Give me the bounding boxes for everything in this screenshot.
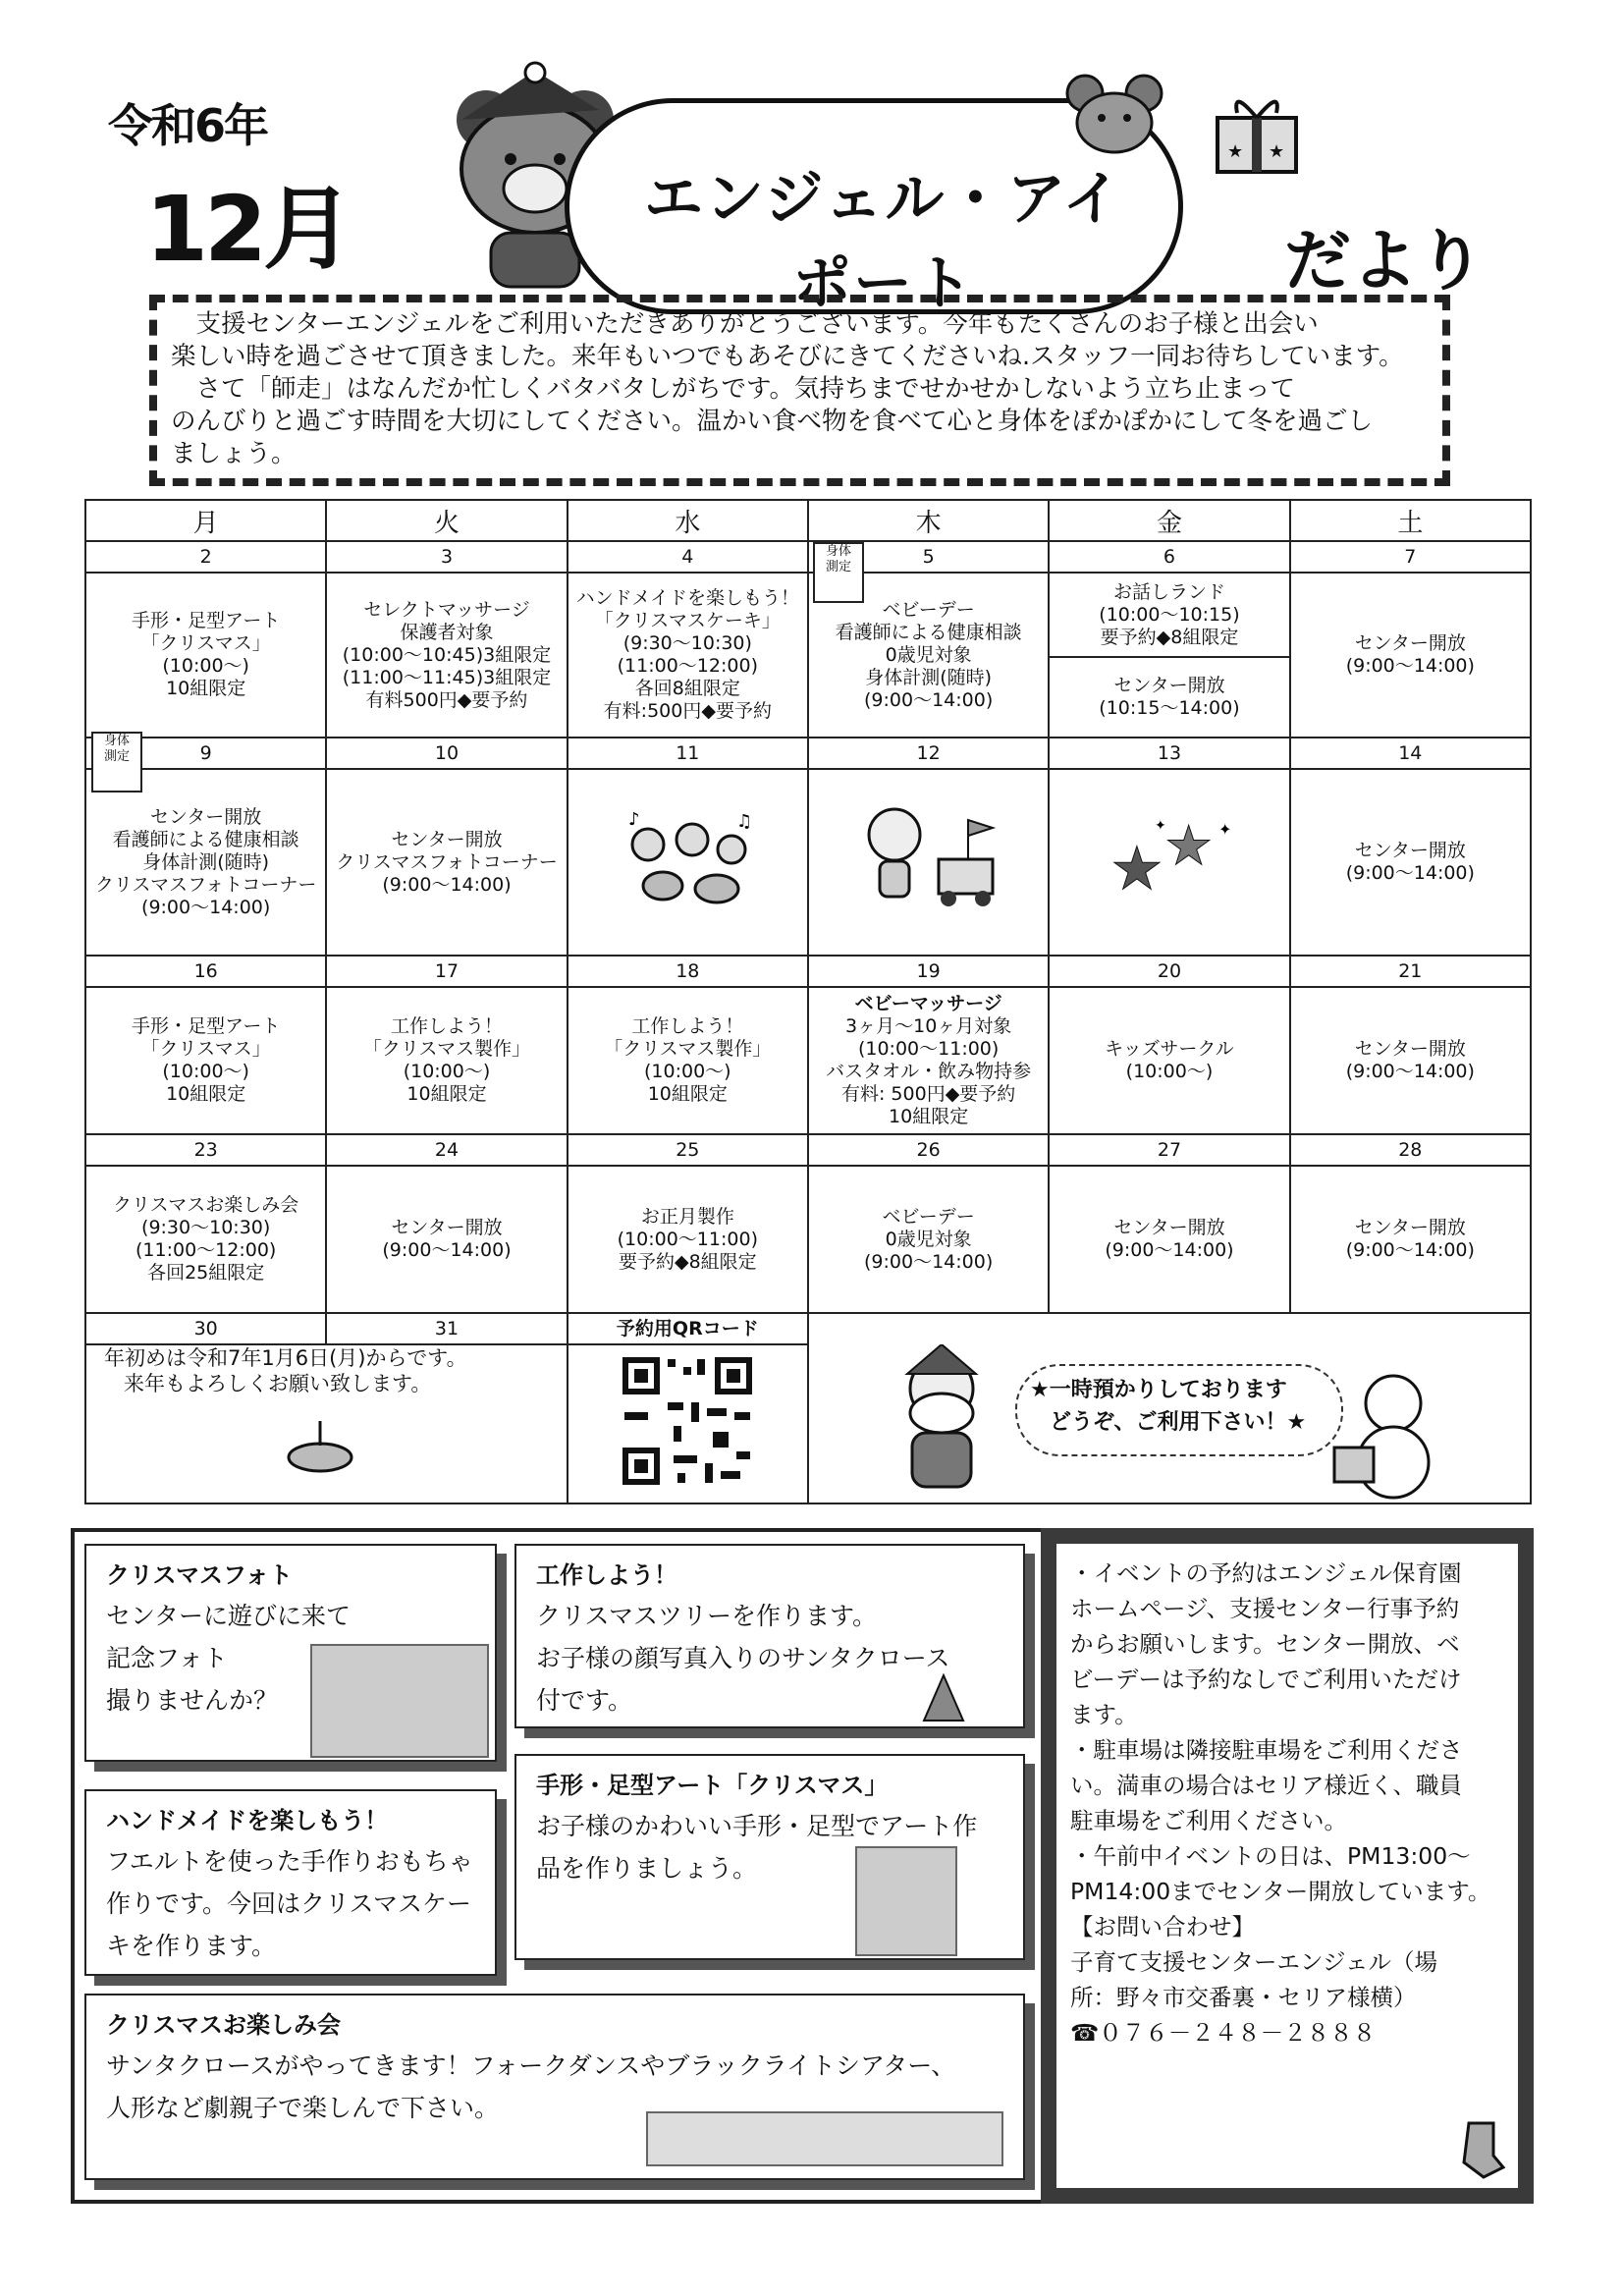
childcare-line-1: ★一時預かりしております [1029,1378,1287,1402]
event-cell [1049,987,1289,1134]
date-number: 21 [1290,956,1531,987]
event-line: (10:00～) [644,1061,731,1082]
weekday-header-row [85,500,1531,541]
svg-text:★: ★ [1163,814,1214,877]
date-number: 13 [1049,738,1289,769]
info-line: ・駐車場は隣接駐車場をご利用くださ [1070,1736,1463,1764]
event-line: (9:00～14:00) [382,1239,512,1261]
event-line: (11:00～11:45)3組限定 [342,666,552,688]
weekday-sat: 土 [1290,500,1531,541]
handmade-box [84,1789,497,1976]
svg-text:✦: ✦ [1217,820,1232,839]
newsletter-title: エンジェル・アイポート [644,165,1123,318]
event-line: 10組限定 [166,1083,246,1105]
event-cell [326,769,567,956]
handprint-art-image [855,1846,957,1956]
musicians-illustration [619,805,756,913]
event-cell [1290,987,1531,1134]
box-line: センターに遊びに来て [106,1602,352,1630]
event-cell [568,987,808,1134]
event-line: クリスマスお楽しみ会 [113,1194,299,1216]
event-line: クリスマスフォトコーナー [336,850,558,873]
info-line: からお願いします。センター開放、ベ [1070,1630,1460,1658]
christmas-stocking-icon [1449,2118,1508,2182]
event-line: ベビーデー [882,1205,975,1228]
event-line: 10組限定 [166,678,246,699]
event-line: (9:00～14:00) [141,896,271,918]
svg-text:★: ★ [1227,141,1244,162]
event-line: 「クリスマス製作」 [604,1038,772,1060]
date-number: 27 [1049,1134,1289,1166]
event-cell [808,1166,1049,1313]
box-line: 品を作りましょう。 [536,1854,758,1883]
santa-illustration [878,1344,1005,1502]
event-line: ベビーデー [882,598,975,621]
date-number: 31 [326,1313,567,1344]
info-line: い。満車の場合はセリア様近く、職員 [1070,1772,1463,1799]
stamp-text: 身体 [103,734,130,748]
event-line: 0歳児対象 [885,1228,972,1250]
event-line: ベビーマッサージ [854,993,1002,1014]
event-line: 保護者対象 [400,621,494,643]
event-line: 手形・足型アート [131,1015,281,1037]
svg-text:♫: ♫ [736,811,753,832]
event-cell-top [1050,574,1288,658]
childcare-notice-cell [808,1313,1531,1503]
event-cell [1049,573,1289,738]
event-row [85,573,1531,738]
event-line: (9:00～14:00) [1105,1239,1234,1261]
date-number: 10 [326,738,567,769]
box-line: お子様のかわいい手形・足型でアート作 [536,1812,978,1840]
date-number: 30 [85,1313,326,1344]
info-line: 所：野々市交番裏・セリア様横） [1070,1984,1417,2011]
info-line: 【お問い合わせ】 [1070,1913,1255,1941]
info-phone: ☎０７６－２４８－２８８８ [1070,2019,1377,2047]
box-line: 作りです。今回はクリスマスケー [106,1889,472,1918]
date-number: 4 [568,541,808,573]
event-line: 10組限定 [889,1106,969,1127]
event-line: 有料500円◆要予約 [365,688,528,711]
event-line: 10組限定 [406,1083,487,1105]
date-row [85,1134,1531,1166]
event-cell [85,573,326,738]
event-line: 看護師による健康相談 [112,828,299,850]
event-line: 手形・足型アート [131,610,281,631]
event-line: 身体計測(随時) [865,666,993,688]
event-line: (10:00～11:00) [617,1228,758,1250]
intro-line: ましょう。 [171,439,297,468]
intro-message [149,295,1450,486]
event-line: 有料: 500円◆要予約 [840,1083,1016,1105]
weekday-mon: 月 [85,500,326,541]
year-end-note-cell [85,1344,568,1503]
event-line: (9:00～14:00) [1345,655,1475,677]
event-line: 0歳児対象 [885,643,972,666]
date-number: 11 [568,738,808,769]
body-measurement-stamp [813,542,864,603]
event-line: (10:00～) [403,1061,491,1082]
event-line: (9:00～14:00) [382,873,512,896]
gift-box-icon [1208,83,1306,182]
weekday-tue: 火 [326,500,567,541]
box-line: 付です。 [536,1686,633,1715]
photo-corner-image [310,1644,489,1758]
date-number: 12 [808,738,1049,769]
craft-box [514,1544,1025,1728]
event-cell [1290,769,1531,956]
svg-text:★: ★ [1269,141,1285,162]
event-cell [1290,1166,1531,1313]
event-line: (9:00～14:00) [1345,862,1475,884]
event-line: (9:00～14:00) [1345,1239,1475,1261]
event-line: バスタオル・飲み物持参 [826,1061,1032,1082]
box-title: クリスマスフォト [106,1561,293,1589]
intro-line: のんびりと過ごす時間を大切にしてください。温かい食べ物を食べて心と身体をぽかぽかにして冬を過ごし [171,407,1374,436]
event-line: 看護師による健康相談 [835,621,1022,643]
event-row [85,987,1531,1134]
box-title: ハンドメイドを楽しもう！ [106,1807,389,1834]
stamp-text: 身体 [825,544,851,559]
info-line: ・午前中イベントの日は、PM13:00～ [1070,1842,1471,1870]
event-line: センター開放 [150,805,262,828]
info-line: 子育て支援センターエンジェル（場 [1070,1948,1438,1976]
weekday-wed: 水 [568,500,808,541]
info-line: ホームページ、支援センター行事予約 [1070,1595,1460,1622]
event-cell [85,769,326,956]
event-line: 「クリスマス製作」 [362,1038,531,1060]
event-line: (9:00～14:00) [864,688,994,711]
event-line: 「クリスマスケーキ」 [594,610,781,631]
intro-line: さて「師走」はなんだか忙しくバタバタしがちです。気持ちまでせかせかしないよう立ち止まって [171,374,1295,404]
event-row [85,769,1531,956]
event-line: 有料:500円◆要予約 [603,700,772,722]
stamp-text: 測定 [103,749,130,764]
event-cell [568,769,808,956]
date-row [85,738,1531,769]
date-number: 5 [808,541,1049,573]
info-line: PM14:00までセンター開放しています。 [1070,1878,1491,1905]
date-number: 19 [808,956,1049,987]
box-line: 人形など劇親子で楽しんで下さい。 [106,2094,500,2122]
date-row [85,956,1531,987]
info-line: ・イベントの予約はエンジェル保育園 [1070,1559,1462,1587]
event-line: センター開放 [1113,1217,1225,1238]
month-label: 12月 [145,177,351,282]
event-line: センター開放 [1354,840,1466,861]
date-number: 28 [1290,1134,1531,1166]
info-line: ます。 [1070,1701,1138,1728]
party-decoration-image [646,2111,1003,2166]
event-line: (10:00～10:15) [1099,603,1240,626]
event-line: (9:30～10:30) [622,632,752,654]
date-number: 26 [808,1134,1049,1166]
christmas-photo-box [84,1544,497,1762]
event-line: キッズサークル [1105,1038,1234,1060]
childcare-line-2: どうぞ、ご利用下さい！★ [1049,1410,1307,1435]
info-text [1056,1544,1518,2050]
event-calendar [84,499,1532,1504]
dayori-label: だより [1284,223,1486,301]
event-line: クリスマスフォトコーナー [94,873,317,896]
info-line: 駐車場をご利用ください。 [1070,1807,1347,1834]
weekday-fri: 金 [1049,500,1289,541]
event-line: (9:00～14:00) [864,1250,994,1273]
date-row [85,1313,1531,1344]
date-number: 9 [85,738,326,769]
event-line: 身体計測(随時) [142,850,270,873]
date-number: 6 [1049,541,1289,573]
child-with-toy-illustration [850,800,1007,918]
qr-cell [568,1344,808,1503]
weekday-thu: 木 [808,500,1049,541]
date-number: 3 [326,541,567,573]
body-measurement-stamp [91,732,142,793]
christmas-party-box [84,1994,1025,2180]
event-line: セレクトマッサージ [363,598,530,621]
event-cell [326,573,567,738]
new-year-ornament-icon [281,1416,359,1475]
event-line: お話しランド [1112,580,1225,603]
event-line: お正月製作 [640,1205,734,1228]
event-line: (9:00～14:00) [1345,1061,1475,1082]
date-number: 7 [1290,541,1531,573]
box-title: 手形・足型アート「クリスマス」 [536,1772,889,1799]
intro-line: 支援センターエンジェルをご利用いただきありがとうございます。今年もたくさんのお子様と出会い [171,309,1319,339]
info-line: ビーデーは予約なしでご利用いただけ [1070,1666,1462,1693]
event-cell [1049,769,1289,956]
event-line: センター開放 [391,828,503,850]
intro-line: 楽しい時を過ごさせて頂きました。来年もいつでもあそびにきてくださいね.スタッフ一同お待ちしています。 [171,342,1404,371]
box-line: 記念フォト [106,1644,228,1672]
date-number: 23 [85,1134,326,1166]
snowman-illustration [1325,1354,1442,1502]
event-line: 「クリスマス」 [140,1038,271,1060]
event-line: (10:00～11:00) [857,1038,1000,1060]
event-line: センター開放 [1354,632,1466,654]
event-line: 工作しよう！ [631,1015,744,1037]
date-number: 17 [326,956,567,987]
christmas-tree-icon [919,1673,968,1727]
info-panel [1056,1544,1518,2188]
event-cell [1049,1166,1289,1313]
mouse-illustration [1060,69,1168,157]
event-line: 各回8組限定 [634,678,740,699]
event-line: センター開放 [1354,1038,1466,1060]
event-line: (10:00～) [1125,1061,1214,1082]
date-number: 25 [568,1134,808,1166]
event-line: 要予約◆8組限定 [1100,626,1239,648]
event-cell [85,1166,326,1313]
event-row [85,1166,1531,1313]
year-end-note-line: 来年もよろしくお願い致します。 [124,1372,432,1395]
date-number: 20 [1049,956,1289,987]
event-line: センター開放 [1113,675,1225,696]
box-text [106,1840,473,1967]
event-line: (9:30～10:30) [141,1217,271,1238]
event-line: (10:15～14:00) [1099,697,1240,719]
reservation-qr-code[interactable] [619,1353,756,1489]
event-cell [326,1166,567,1313]
event-line: 要予約◆8組限定 [618,1250,757,1273]
svg-text:★: ★ [1109,835,1163,903]
svg-text:♪: ♪ [628,809,640,830]
event-cell-bottom [1050,658,1288,737]
date-number: 14 [1290,738,1531,769]
date-number: 24 [326,1134,567,1166]
event-cell [568,1166,808,1313]
stars-illustration [1101,805,1238,913]
date-row [85,541,1531,573]
box-line: 撮りませんか？ [106,1686,279,1715]
event-line: 工作しよう！ [390,1015,503,1037]
event-line: (10:00～) [162,1061,249,1082]
box-line: お子様の顔写真入りのサンタクロース [536,1644,950,1672]
handprint-art-box [514,1754,1025,1960]
event-line: (10:00～) [162,655,249,677]
box-line: サンタクロースがやってきます！フォークダンスやブラックライトシアター、 [106,2051,956,2080]
event-line: 各回25組限定 [147,1262,265,1284]
event-line: ハンドメイドを楽しもう！ [575,587,800,609]
era-label: 令和6年 [108,99,268,152]
event-cell [808,987,1049,1134]
box-text [536,1595,950,1722]
event-line: センター開放 [1354,1217,1466,1238]
event-cell [568,573,808,738]
event-line: (11:00～12:00) [135,1239,277,1261]
box-title: クリスマスお楽しみ会 [106,2011,342,2039]
event-line: 「クリスマス」 [140,632,271,654]
event-line: 10組限定 [647,1083,728,1105]
date-number: 16 [85,956,326,987]
event-cell [326,987,567,1134]
box-line: クリスマスツリーを作ります。 [536,1602,878,1630]
event-line: (10:00～10:45)3組限定 [342,643,552,666]
event-cell [808,769,1049,956]
event-line: (11:00～12:00) [617,655,758,677]
stamp-text: 測定 [825,560,851,574]
event-line: センター開放 [391,1217,503,1238]
event-cell [85,987,326,1134]
box-line: フエルトを使った手作りおもちゃ [106,1847,473,1876]
box-title: 工作しよう！ [536,1561,677,1589]
date-number: 18 [568,956,808,987]
event-line: 3ヶ月～10ヶ月対象 [845,1015,1012,1037]
date-number: 2 [85,541,326,573]
svg-text:✦: ✦ [1154,818,1166,834]
event-cell [1290,573,1531,738]
year-end-note-line: 年初めは令和7年1月6日(月)からです。 [104,1346,467,1370]
box-line: キを作ります。 [106,1932,277,1960]
qr-label: 予約用QRコード [568,1313,808,1344]
